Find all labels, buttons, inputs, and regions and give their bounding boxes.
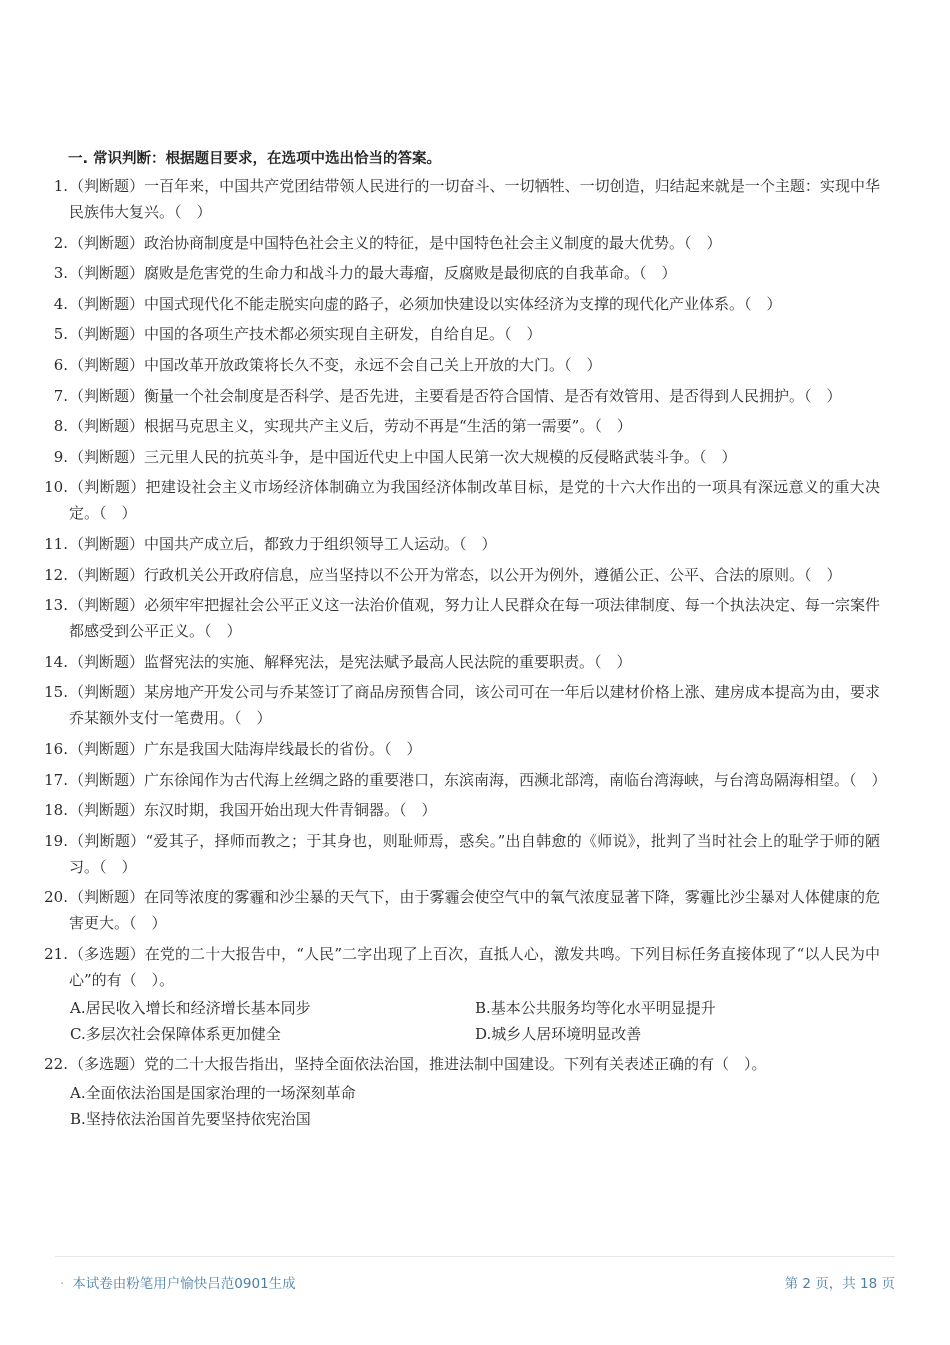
question-item — [40, 797, 880, 823]
option-item: B.坚持依法治国首先要坚持依宪治国 — [70, 1110, 311, 1129]
question-item — [40, 592, 880, 644]
question-number: 13. — [44, 596, 68, 615]
option-item: C.多层次社会保障体系更加健全 — [70, 1025, 281, 1044]
question-text: （判断题）把建设社会主义市场经济体制确立为我国经济体制改革目标，是党的十六大作出的一项具有深远意义的重大决定。（ ） — [69, 478, 880, 523]
question-number: 7. — [53, 386, 68, 405]
question-text: （判断题）中国共产成立后，都致力于组织领导工人运动。（ ） — [69, 534, 497, 553]
question-item — [40, 260, 880, 286]
question-number: 6. — [53, 355, 68, 374]
question-text: （判断题）必须牢牢把握社会公平正义这一法治价值观，努力让人民群众在每一项法律制度、每一个执法决定、每一宗案件都感受到公平正义。（ ） — [69, 596, 880, 641]
question-text: （判断题）腐败是危害党的生命力和战斗力的最大毒瘤，反腐败是最彻底的自我革命。（ ） — [69, 264, 677, 283]
question-text: （判断题）广东徐闻作为古代海上丝绸之路的重要港口，东滨南海，西濒北部湾，南临台湾海峡，与台湾岛隔海相望。（ ） — [69, 770, 887, 789]
question-number: 10. — [44, 478, 68, 497]
question-item — [40, 444, 880, 470]
question-number: 17. — [44, 770, 68, 789]
question-number: 5. — [53, 325, 68, 344]
question-item — [40, 352, 880, 378]
question-item — [40, 173, 880, 225]
question-text: （判断题）中国的各项生产技术都必须实现自主研发，自给自足。（ ） — [69, 325, 542, 344]
question-text: （多选题）党的二十大报告指出，坚持全面依法治国，推进法制中国建设。下列有关表述正确的有（ ）。 — [69, 1055, 767, 1074]
question-number: 15. — [44, 683, 68, 702]
question-text: （判断题）中国改革开放政策将长久不变，永远不会自己关上开放的大门。（ ） — [69, 355, 602, 374]
option-item: A.居民收入增长和经济增长基本同步 — [70, 999, 311, 1018]
question-number: 20. — [44, 888, 68, 907]
question-number: 21. — [44, 944, 68, 963]
question-item — [40, 736, 880, 762]
footer-divider — [55, 1256, 895, 1257]
question-item — [40, 383, 880, 409]
question-item — [40, 562, 880, 588]
question-item — [40, 1051, 880, 1077]
question-text: （判断题）行政机关公开政府信息，应当坚持以不公开为常态，以公开为例外，遵循公正、公平、合法的原则。（ ） — [69, 565, 842, 584]
question-item — [40, 413, 880, 439]
question-text: （判断题）某房地产开发公司与乔某签订了商品房预售合同，该公司可在一年后以建材价格上涨、建房成本提高为由，要求乔某额外支付一笔费用。（ ） — [69, 683, 880, 728]
question-item — [40, 828, 880, 880]
bullet-icon: · — [60, 1276, 65, 1292]
question-number: 4. — [53, 294, 68, 313]
question-number: 18. — [44, 801, 68, 820]
question-number: 3. — [53, 264, 68, 283]
question-text: （判断题）衡量一个社会制度是否科学、是否先进，主要看是否符合国情、是否有效管用、是否得到人民拥护。（ ） — [69, 386, 842, 405]
question-number: 19. — [44, 831, 68, 850]
question-item — [40, 321, 880, 347]
question-number: 9. — [53, 447, 68, 466]
question-text: （判断题）一百年来，中国共产党团结带领人民进行的一切奋斗、一切牺牲、一切创造，归结起来就是一个主题：实现中华民族伟大复兴。（ ） — [69, 177, 880, 221]
question-item — [40, 649, 880, 675]
question-list — [40, 173, 887, 1136]
question-number: 22. — [44, 1055, 68, 1074]
question-text: （判断题）在同等浓度的雾霾和沙尘暴的天气下，由于雾霾会使空气中的氧气浓度显著下降，雾霾比沙尘暴对人体健康的危害更大。（ ） — [69, 888, 880, 933]
option-item: A.全面依法治国是国家治理的一场深刻革命 — [70, 1084, 356, 1103]
question-text: （多选题）在党的二十大报告中，“人民”二字出现了上百次，直抵人心，激发共鸣。下列目标任务直接体现了“以人民为中心”的有（ ）。 — [69, 944, 880, 989]
question-text: （判断题）“爱其子，择师而教之；于其身也，则耻师焉，惑矣。”出自韩愈的《师说》，批判了当时社会上的耻学于师的陋习。（ ） — [69, 831, 880, 876]
question-text: （判断题）三元里人民的抗英斗争，是中国近代史上中国人民第一次大规模的反侵略武装斗争。（ ） — [69, 447, 737, 466]
question-number: 2. — [53, 233, 68, 252]
question-item — [40, 941, 880, 993]
footer-generated-note — [60, 1272, 296, 1292]
question-number: 8. — [53, 417, 68, 436]
question-number: 11. — [44, 534, 68, 553]
question-text: （判断题）广东是我国大陆海岸线最长的省份。（ ） — [69, 739, 422, 758]
question-item — [40, 884, 880, 936]
question-text: （判断题）监督宪法的实施、解释宪法，是宪法赋予最高人民法院的重要职责。（ ） — [69, 652, 632, 671]
question-item — [40, 767, 887, 793]
section-title: 一. 常识判断：根据题目要求，在选项中选出恰当的答案。 — [68, 151, 442, 167]
question-text: （判断题）东汉时期，我国开始出现大件青铜器。（ ） — [69, 801, 437, 820]
question-text: （判断题）政治协商制度是中国特色社会主义的特征，是中国特色社会主义制度的最大优势。（ ） — [69, 233, 722, 252]
question-item — [40, 291, 880, 317]
option-item: B.基本公共服务均等化水平明显提升 — [475, 999, 716, 1018]
question-number: 16. — [44, 739, 68, 758]
option-list — [40, 1080, 880, 1132]
question-text: （判断题）根据马克思主义，实现共产主义后，劳动不再是“生活的第一需要”。（ ） — [69, 417, 632, 436]
page-indicator: 第 2 页，共 18 页 — [784, 1276, 895, 1292]
question-number: 12. — [44, 565, 68, 584]
question-item — [40, 531, 880, 557]
question-item — [40, 679, 880, 731]
question-item — [40, 230, 880, 256]
question-text: （判断题）中国式现代化不能走脱实向虚的路子，必须加快建设以实体经济为支撑的现代化产业体系。（ ） — [69, 294, 782, 313]
option-list — [40, 995, 880, 1047]
option-item: D.城乡人居环境明显改善 — [475, 1025, 642, 1044]
question-number: 1. — [53, 177, 68, 195]
question-item — [40, 474, 880, 526]
question-number: 14. — [44, 652, 68, 671]
footer-left-text: 本试卷由粉笔用户愉快吕范0901生成 — [72, 1276, 296, 1292]
